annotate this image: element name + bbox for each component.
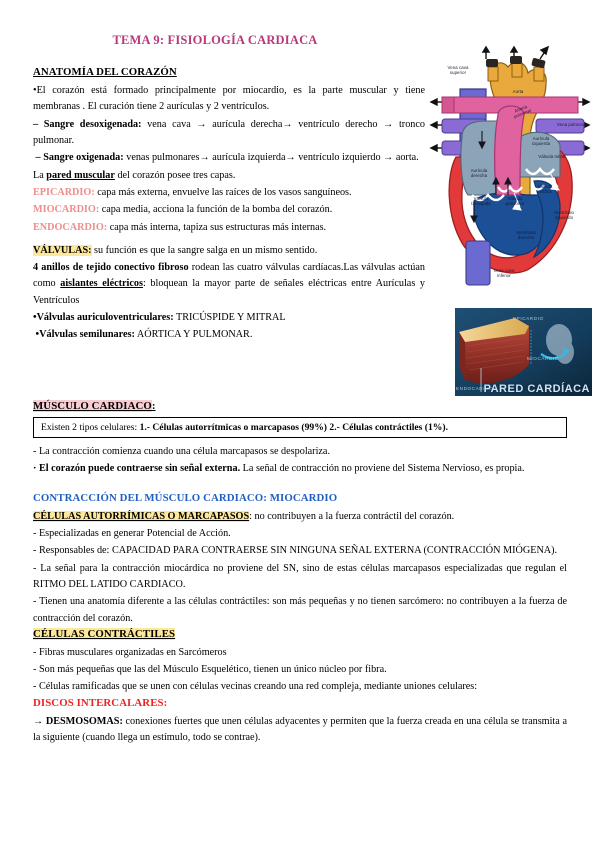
wall-label-miocardio: MIOCARDIO xyxy=(527,356,559,361)
intercalated-discs-heading: DISCOS INTERCALARES: xyxy=(33,696,168,709)
contractile-cells-heading-text: CÉLULAS CONTRÁCTILES xyxy=(33,627,176,640)
deoxygenated-blood-line xyxy=(33,117,425,150)
wall-figure-title: PARED CARDÍACA xyxy=(483,383,590,395)
heart-label-vena-cava-inferior: Vena cava inferior xyxy=(493,268,515,278)
wall-post: del corazón posee tres capas. xyxy=(114,169,236,181)
muscular-wall-line xyxy=(33,168,425,184)
muscle-line-2-text: La señal de contracción no proviene del Sistema Nervioso, es propia. xyxy=(240,463,525,475)
box-autorhythmic: 1.- Células autorrítmicas o marcapasos (99%) xyxy=(139,422,328,433)
cell-types-box xyxy=(33,417,567,438)
muscle-line-2-bold: · El corazón puede contraerse sin señal externa. xyxy=(33,463,241,475)
wall-bold: pared muscular xyxy=(46,169,115,181)
anatomy-paragraph-1: •El corazón está formado principalmente por miocardio, es la parte muscular y tiene membranas . El curación tiene 2 aurículas y 2 ventrículos. xyxy=(33,85,425,113)
miocardio-text: capa media, acciona la función de la bomba del corazón. xyxy=(99,204,333,216)
fibrous-rings-line xyxy=(33,260,425,309)
contraction-bullet-4: - Tienen una anatomía diferente a las células contráctiles: son más pequeñas y no tienen sarcómero: no contribuyen a la fuerza de contracción del corazón. xyxy=(33,596,567,624)
desmosomes-line xyxy=(33,714,567,747)
cardiac-muscle-section xyxy=(33,400,567,747)
heart-label-valvula-aortica: Válvula aórtica xyxy=(537,184,553,194)
contraction-bullet-1: - Especializadas en generar Potencial de Acción. xyxy=(33,527,231,539)
desmosomes-text: conexiones fuertes que unen células adyacentes y permiten que la fuerza creada en una célula se transmita a la siguiente (cuando llega un estímulo, todo se contrae). xyxy=(33,715,567,744)
box-contractile: 2.- Células contráctiles (1%). xyxy=(329,422,448,433)
heart-label-valvula-mitral: Válvula mitral xyxy=(538,154,566,159)
oxy-label: – Sangre oxigenada: xyxy=(35,152,124,164)
cardiac-muscle-heading-colon: : xyxy=(151,400,156,412)
heart-anatomy-figure xyxy=(428,45,592,295)
contraction-heading: CONTRACCIÓN DEL MÚSCULO CARDIACO: MIOCARDIO xyxy=(33,491,338,504)
av-text: TRICÚSPIDE Y MITRAL xyxy=(173,312,286,324)
semilunar-text: AÓRTICA Y PULMONAR. xyxy=(134,329,253,341)
anatomy-heading: ANATOMÍA DEL CORAZÓN xyxy=(33,66,177,78)
oxy-text: venas pulmonares→ aurícula izquierda→ ventrículo izquierdo → aorta. xyxy=(123,152,419,164)
insulators-bold: aislantes eléctricos xyxy=(60,278,143,290)
cardiac-muscle-heading-text: MÚSCULO CARDIACO xyxy=(33,400,152,412)
box-prefix: Existen 2 tipos celulares: xyxy=(41,422,140,433)
heart-label-ventriculo-derecho: Ventrículo derecho xyxy=(515,230,537,240)
heart-label-auricula-derecha: Aurícula derecha xyxy=(470,168,488,178)
heart-label-arteria-pulmonar: Arteria pulmonar xyxy=(512,103,533,120)
contractile-cells-heading xyxy=(33,628,567,640)
wall-label-endocardio: ENDOCARDIO xyxy=(456,386,494,391)
av-valves-line xyxy=(33,310,425,326)
valves-heading-line xyxy=(33,243,425,259)
semilunar-valves-line xyxy=(33,327,425,343)
heart-anatomy-svg xyxy=(428,45,592,295)
contraction-bullet-2: - Responsables de: CAPACIDAD PARA CONTRAERSE SIN NINGUNA SEÑAL EXTERNA (CONTRACCIÓN MIÓGENA). xyxy=(33,545,558,557)
contractile-bullet-3: - Células ramificadas que se unen con células vecinas creando una red compleja, mediante uniones celulares: xyxy=(33,681,478,693)
section-spacer-2 xyxy=(33,479,567,492)
desmosomes-label: → DESMOSOMAS: xyxy=(33,715,123,727)
heart-label-valvula-pulmonar: Válvula pulmonar xyxy=(505,196,525,206)
heart-label-aorta: Aorta xyxy=(512,89,524,94)
semilunar-label: •Válvulas semilunares: xyxy=(35,329,135,341)
miocardio-line xyxy=(33,202,425,218)
endocardio-line xyxy=(33,220,425,236)
av-label: •Válvulas auriculoventriculares: xyxy=(33,312,174,324)
cardiac-wall-figure xyxy=(455,308,592,396)
page-title: TEMA 9: FISIOLOGÍA CARDIACA xyxy=(112,33,318,47)
wall-pre: La xyxy=(33,169,47,181)
rings-bold: 4 anillos de tejido conectivo fibroso xyxy=(33,262,189,274)
anatomy-section xyxy=(33,66,425,345)
rings-text: rodean las cuatro válvulas cardíacas.Las válvulas actúan como xyxy=(33,262,425,290)
muscle-line-1: - La contracción comienza cuando una célula marcapasos se despolariza. xyxy=(33,446,330,457)
valves-heading: VÁLVULAS: xyxy=(33,244,92,256)
endocardio-label: ENDOCARDIO: xyxy=(33,221,108,233)
contractile-bullet-2: - Son más pequeñas que las del Músculo Esquelético, tienen un único núcleo por fibra. xyxy=(33,664,387,676)
oxygenated-blood-line xyxy=(33,150,425,166)
valves-heading-rest: su función es que la sangre salga en un mismo sentido. xyxy=(91,244,318,256)
deoxy-text: vena cava → aurícula derecha→ ventrículo derecho → tronco pulmonar. xyxy=(33,118,426,146)
heart-label-auricula-izquierda: Aurícula izquierda xyxy=(531,136,551,146)
contractile-bullet-1: - Fibras musculares organizadas en Sarcómeros xyxy=(33,646,227,658)
endocardio-text: capa más interna, tapiza sus estructuras más internas. xyxy=(107,221,327,233)
wall-label-epicardio: EPICARDIO xyxy=(513,316,544,321)
cardiac-muscle-heading xyxy=(33,400,567,412)
epicardio-text: capa más externa, envuelve las raíces de los vasos sanguíneos. xyxy=(94,186,352,198)
autorhythmic-heading-rest: : no contribuyen a la fuerza contráctil del corazón. xyxy=(249,510,455,522)
epicardio-line xyxy=(33,185,425,201)
heart-label-vena-cava-superior: Vena cava superior xyxy=(447,65,469,75)
autorhythmic-heading-line xyxy=(33,509,567,525)
deoxy-label: – Sangre desoxigenada: xyxy=(33,118,142,130)
heart-label-vena-pulmonar: Vena pulmonar xyxy=(556,122,588,127)
insulators-text: : bloquean la mayor parte de señales eléctricas entre Aurículas y Ventrículos xyxy=(33,278,425,306)
epicardio-label: EPICARDIO: xyxy=(33,186,95,198)
contraction-bullet-3: - La señal para la contracción miocárdica no proviene del SN, sino de estas células marcapasos especializadas que regulan el RITMO DEL LATIDO CARDIACO. xyxy=(33,562,567,590)
autorhythmic-heading: CÉLULAS AUTORRÍMICAS O MARCAPASOS xyxy=(33,510,250,522)
miocardio-label: MIOCARDIO: xyxy=(33,204,100,216)
heart-label-ventriculo-izquierdo: Ventrículo izquierdo xyxy=(553,210,575,220)
muscle-line-2 xyxy=(33,461,567,477)
heart-label-valvula-tricuspide: Válvula tricúspide xyxy=(471,196,491,206)
